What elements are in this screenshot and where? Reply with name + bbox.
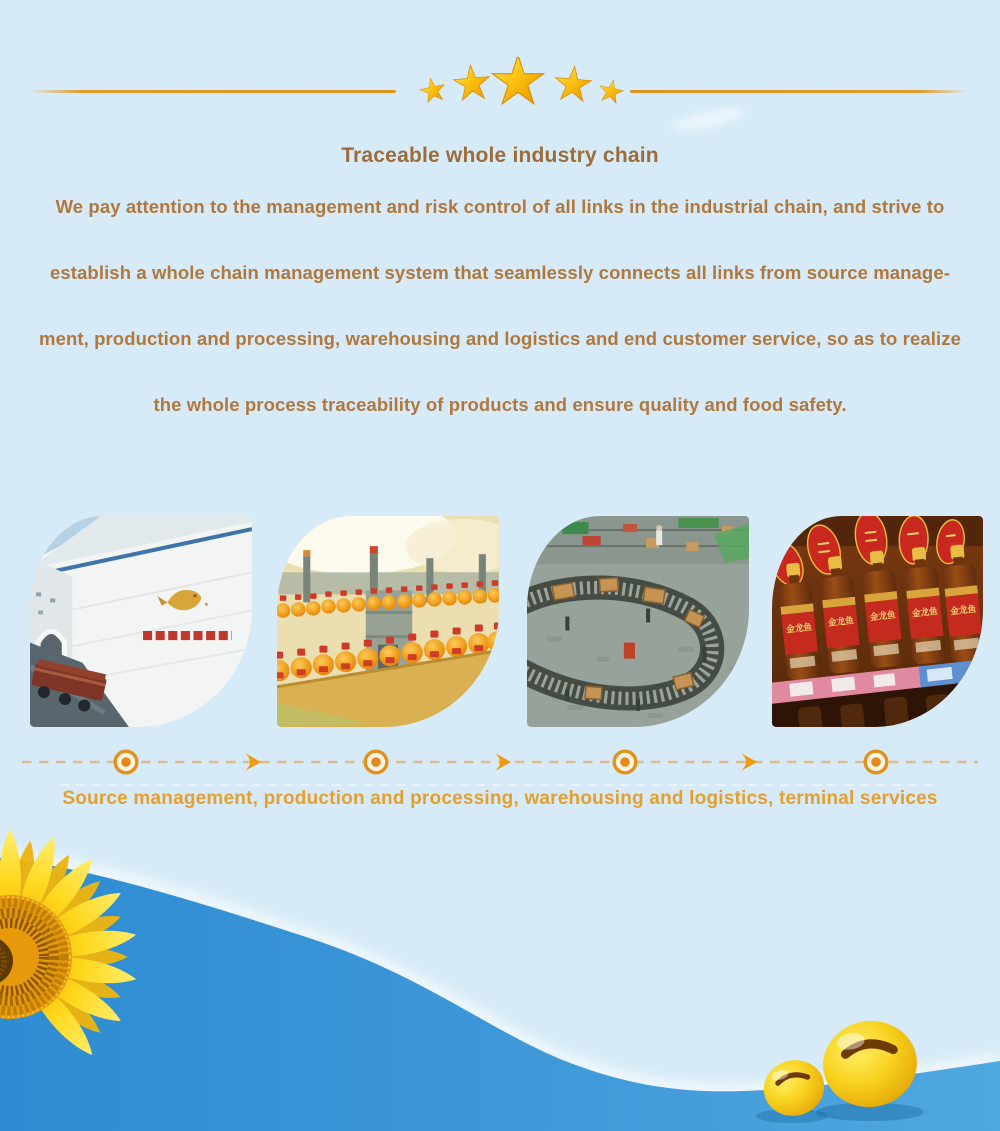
- svg-text:金龙鱼: 金龙鱼: [827, 614, 855, 628]
- sunflower-decoration: [0, 807, 160, 1107]
- divider-line-right: [630, 90, 968, 93]
- photo-retail-shelf: [772, 516, 983, 727]
- factory-exterior-illustration: [30, 516, 252, 727]
- retail-shelf-illustration: [772, 516, 983, 727]
- process-timeline: [0, 742, 1000, 782]
- faint-dashed-line: [60, 784, 940, 786]
- page-title: Traceable whole industry chain: [341, 144, 659, 168]
- svg-text:金龙鱼: 金龙鱼: [869, 609, 897, 623]
- divider-line-left: [30, 90, 396, 93]
- intro-line-4: the whole process traceability of products and ensure quality and food safety.: [153, 394, 847, 415]
- intro-paragraph: [0, 174, 1000, 438]
- intro-line-1: We pay attention to the management and risk control of all links in the industrial chain, and strive to: [55, 196, 945, 217]
- warehouse-conveyor-illustration: [527, 516, 749, 727]
- process-caption: Source management, production and processing, warehousing and logistics, terminal services: [62, 788, 938, 809]
- star-divider: [0, 55, 1000, 125]
- photo-bottling-production-line: [277, 516, 499, 727]
- right-arrowhead-icon: [245, 753, 757, 771]
- svg-text:金龙鱼: 金龙鱼: [785, 621, 813, 635]
- bottling-line-illustration: [277, 516, 499, 727]
- soybeans-decoration: [730, 1000, 950, 1131]
- five-gold-stars-icon: [393, 57, 637, 125]
- soybean-large: [817, 1015, 922, 1113]
- svg-text:金龙鱼: 金龙鱼: [949, 603, 977, 617]
- intro-line-3: ment, production and processing, warehousing and logistics and end customer service, so as to realize: [39, 328, 961, 349]
- photo-warehouse-logistics: [527, 516, 749, 727]
- svg-text:金龙鱼: 金龙鱼: [911, 605, 939, 619]
- intro-line-2: establish a whole chain management system that seamlessly connects all links from source manage-: [50, 262, 950, 283]
- photo-factory-exterior: [30, 516, 252, 727]
